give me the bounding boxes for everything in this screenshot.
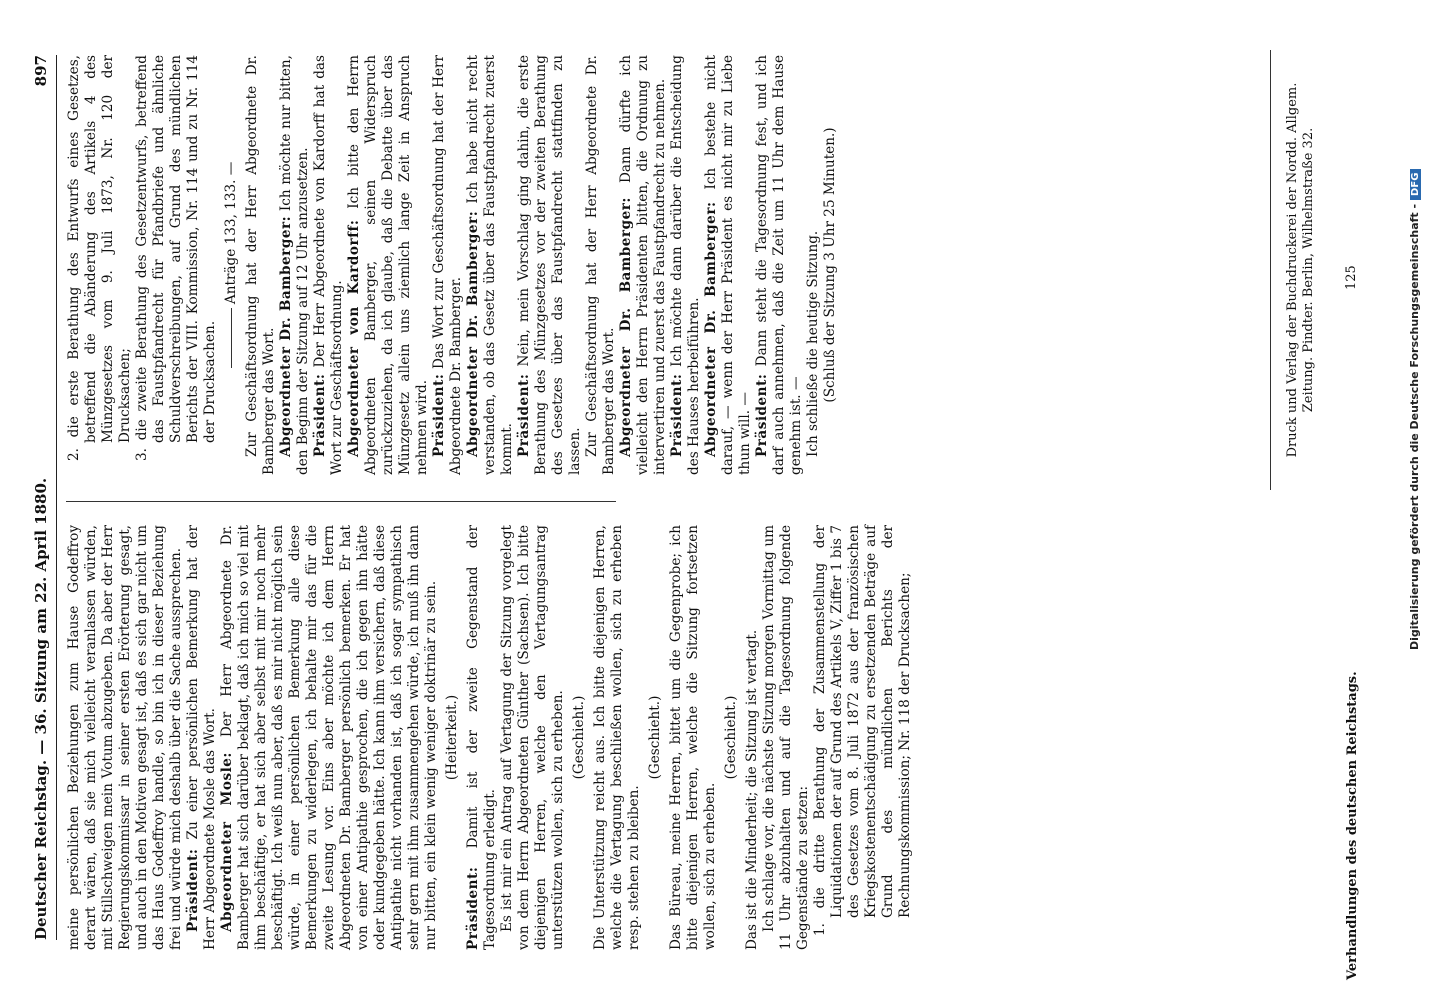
paragraph [669,55,703,475]
signature-number: 125 [1344,265,1359,290]
speech: Nein, mein Vorschlag ging dahin, die erste Berathung des Münzgesetzes vor der zweiten Berathung des Gesetzes über das Faustpfandrecht stattfinden zu lassen. [516,55,583,475]
left-column [66,525,914,950]
speech: Damit ist der zweite Gegenstand der Tagesordnung erledigt. [465,525,498,950]
speaker: Abgeordneter Dr. Bamberger: [618,197,634,457]
speech: Ich möchte nur bitten, den Beginn der Sitzung auf 12 Uhr anzusetzen. [278,55,311,475]
speech: Ich möchte dann darüber die Entscheidung des Hauses herbeiführen. [669,55,702,475]
speech: Das Wort zur Geschäftsordnung hat der Herr Abgeordnete Dr. Bamberger. [431,55,464,475]
paragraph [516,55,584,475]
agenda-item: 2. die erste Berathung des Entwurfs eines Gesetzes, betreffend die Abänderung des Artikels 4 des Münzgesetzes vom 9. Juli 1873, Nr. 120 der Drucksachen; [66,55,133,461]
paragraph: Die Unterstützung reicht aus. Ich bitte diejenigen Herren, welche die Vertagung beschließen wollen, sich zu erheben resp. stehen zu bleiben. [592,525,642,950]
amendments-text: Anträge 133, 133. — [223,161,239,305]
speaker: Abgeordneter Dr. Bamberger: [703,201,719,457]
paragraph [754,55,805,475]
speaker: Abgeordneter Mosle: [219,752,235,932]
amendments-note [223,55,240,475]
speech: Ich bitte den Herrn Abgeordneten Bamberger, seinen Widerspruch zurückzuziehen, da ich glaube, daß die Debatte über das Münzgesetz allein uns ziemlich lange Zeit in Anspruch nehmen wird. [346,55,430,475]
running-title: Deutscher Reichstag. — 36. Sitzung am 22. April 1880. [32,477,50,940]
paragraph [465,55,516,475]
printer-imprint: Druck und Verlag der Buchdruckerei der Nordd. Allgem. Zeitung. Pindter. Berlin, Wilhelmstraße 32. [1285,82,1316,458]
paragraph [278,55,312,475]
page-header [30,55,57,940]
footer-title: Verhandlungen des deutschen Reichstags. [1345,671,1360,980]
reaction: (Geschieht.) [647,695,663,780]
column-divider [66,501,616,502]
paragraph [431,55,465,475]
paragraph: Zur Geschäftsordnung hat der Herr Abgeordnete Dr. Bamberger das Wort. [584,55,617,475]
speaker: Präsident: [516,373,532,457]
reaction: (Geschieht.) [723,695,739,780]
speaker: Abgeordneter von Kardorff: [346,219,362,457]
paragraph: meine persönlichen Beziehungen zum Hause Godeffroy derart wären, daß sie mich vielleicht veranlassen würden, mit Stillschweigen mein Votum abzugeben. Da aber der Herr Regierungskommissar in seiner ersten Erörterung gesagt, und auch in den Motiven gesagt ist, daß es sich gar nicht um das Haus Godeffroy handle, so bin ich in dieser Beziehung frei und würde mich deshalb über die Sache aussprechen. [66,525,184,950]
speech: Der Herr Abgeordnete Dr. Bamberger hat sich darüber beklagt, daß ich mich so viel mit ihm beschäftige, er hat sich aber selbst mit mir noch mehr beschäftigt. Ich weiß nun aber, daß es mir nicht möglich sein würde, in einer persönlichen Bemerkung alle diese Bemerkungen zu widerlegen, ich behalte mir das für die zweite Lesung vor. Eins aber möchte ich dem Herrn Abgeordneten Dr. Bamberger persönlich bemerken. Er hat von einer Antipathie gesprochen, die ich gegen ihn hätte oder kundgegeben hätte. Ich kann ihm versichern, daß diese Antipathie nicht vorhanden ist, daß ich sogar sympathisch sehr gern mit ihm zusammengehen würde, ich muß ihn dann nur bitten, ein klein wenig weniger doktrinär zu sein. [219,525,439,950]
speaker: Präsident: [669,373,685,457]
paragraph [703,55,754,475]
reaction: (Geschieht.) [571,695,587,780]
agenda-item: 1. die dritte Berathung der Zusammenstellung der Liquidationen der auf Grund des Artikels V, Ziffer 1 bis 7 des Gesetzes vom 8. Juli 1872 aus der französischen Kriegskostenentschädigung zu ersetzenden Beträge auf Grund des mündlichen Berichts der Rechnungskommission; Nr. 118 der Drucksachen; [812,525,913,936]
dash-rule [231,308,232,368]
speaker: Präsident: [465,866,481,950]
paragraph [219,525,440,950]
speech: Dann dürfte ich vielleicht den Herrn Präsidenten bitten, die Ordnung zu intervertiren und zuerst das Faustpfandrecht zu nehmen. [618,54,668,475]
speaker: Abgeordneter Dr. Bamberger: [278,215,294,457]
dfg-logo: DFG [1410,169,1421,200]
paragraph: Ich schließe die heutige Sitzung. [805,230,821,457]
paragraph [185,525,219,950]
digitization-text: Digitalisierung gefördert durch die Deutsche Forschungsgemeinschaft - [1408,203,1421,650]
speech: Der Herr Abgeordnete von Kardorff hat das Wort zur Geschäftsordnung. [312,55,345,475]
footer-rule [1270,50,1271,490]
paragraph: Zur Geschäftsordnung hat der Herr Abgeordnete Dr. Bamberger das Wort. [244,55,277,475]
speech: Ich habe nicht recht verstanden, ob das Gesetz über das Faustpfandrecht zuerst kommt. [465,55,515,475]
digitization-credit [1408,0,1421,650]
speech: Zu einer persönlichen Bemerkung hat der Herr Abgeordnete Mosle das Wort. [185,525,218,950]
paragraph: Ich schlage vor, die nächste Sitzung morgen Vormittag um 11 Uhr abzuhalten und auf die Tagesordnung folgende Gegenstände zu setzen: [761,525,811,950]
paragraph: Das ist die Minderheit; die Sitzung ist vertagt. [744,629,760,950]
closing-note: (Schluß der Sitzung 3 Uhr 25 Minuten.) [822,127,838,403]
speaker: Präsident: [185,848,201,932]
speaker: Präsident: [312,373,328,457]
paragraph: Das Büreau, meine Herren, bittet um die Gegenprobe; ich bitte diejenigen Herren, welche die Sitzung fortsetzen wollen, sich zu erheben. [668,525,718,950]
speaker: Abgeordneter Dr. Bamberger: [465,210,481,457]
speech: Dann steht die Tagesordnung fest, und ich darf auch annehmen, daß die Zeit um 11 Uhr dem Hause genehm ist. — [754,55,804,475]
speaker: Präsident: [431,373,447,457]
paragraph [618,55,669,475]
agenda-item: 3. die zweite Berathung des Gesetzentwurfs, betreffend das Faustpfandrecht für Pfandbriefe und ähnliche Schuldverschreibungen, auf Grund des mündlichen Berichts der VIII. Kommission, Nr. 114 und zu Nr. 114 der Drucksachen. [134,55,218,461]
page-number: 897 [32,55,50,87]
reaction: (Heiterkeit.) [444,694,460,781]
paragraph [312,55,346,475]
speaker: Präsident: [754,373,770,457]
paragraph [346,55,431,475]
paragraph [465,525,499,950]
speech: Ich bestehe nicht darauf, — wenn der Herr Präsident es nicht mir zu Liebe thun will. — [703,55,753,475]
paragraph: Es ist mir ein Antrag auf Vertagung der Sitzung vorgelegt von dem Herrn Abgeordneten Günther (Sachsen). Ich bitte diejenigen Herren, welche den Vertagungsantrag unterstützen wollen, sich zu erheben. [499,525,566,950]
right-column [66,55,839,475]
